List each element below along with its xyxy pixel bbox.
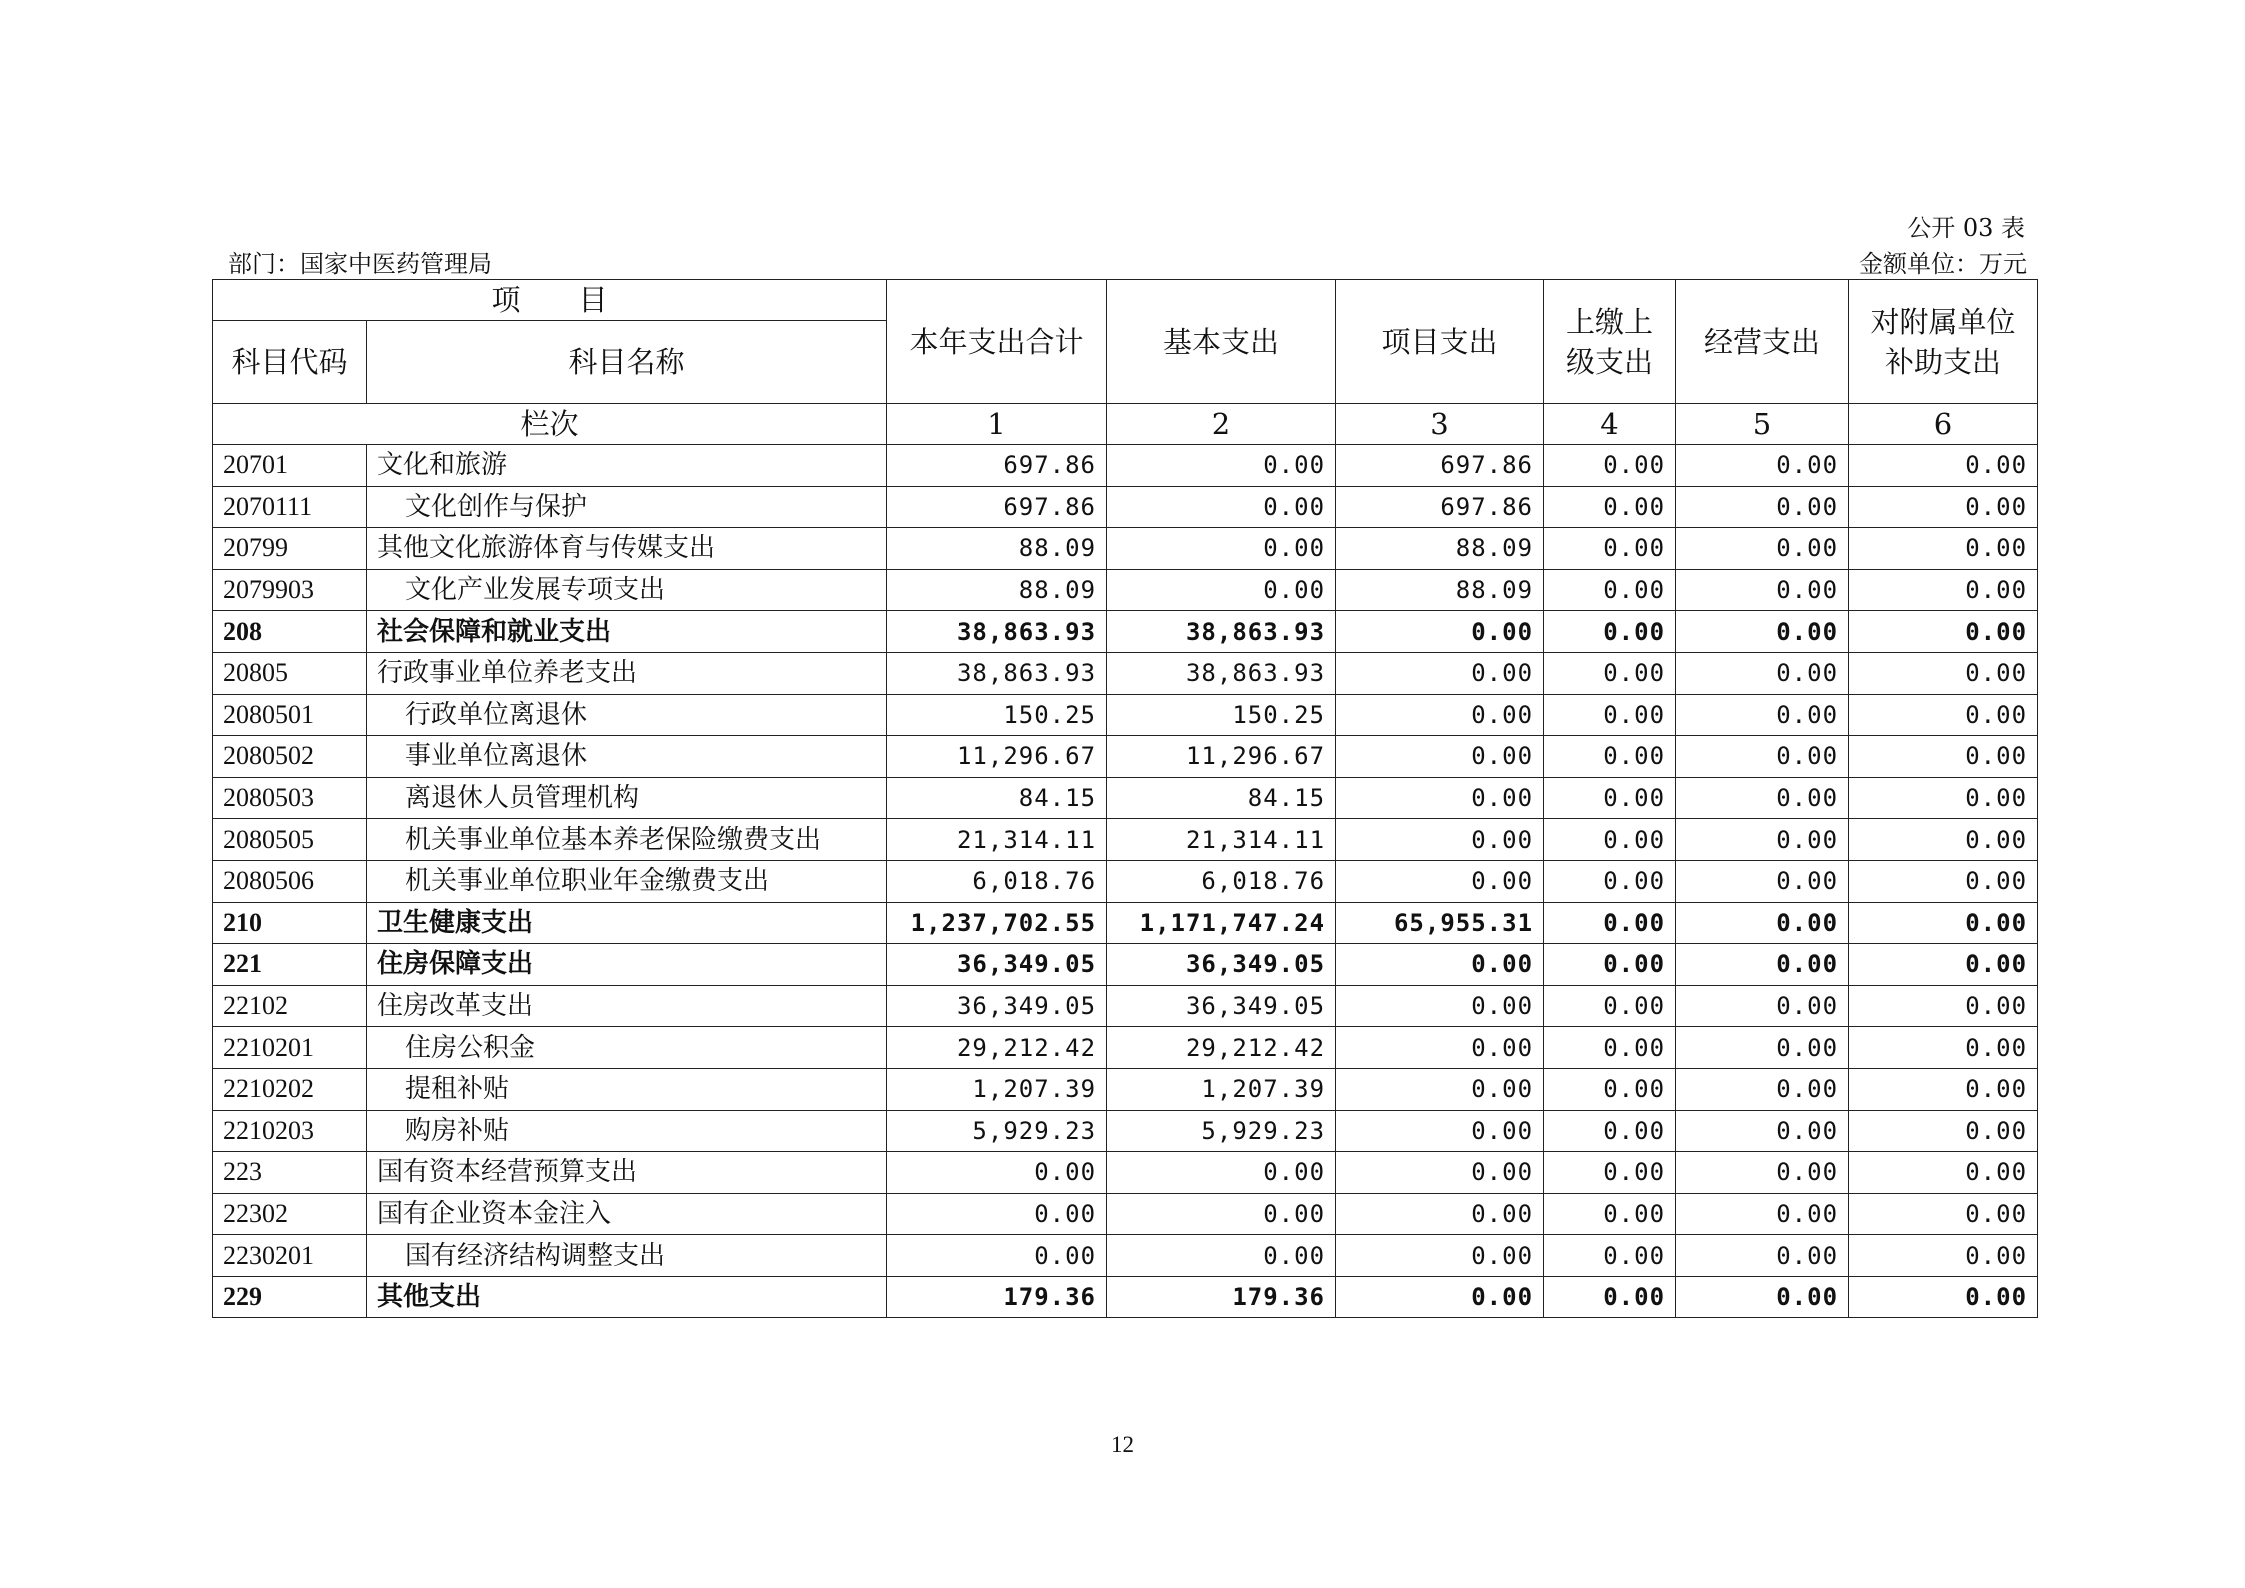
- operating-value: 0.00: [1676, 1068, 1849, 1110]
- total-value: 0.00: [887, 1193, 1107, 1235]
- subject-code: 2210202: [213, 1068, 367, 1110]
- remit-value: 0.00: [1544, 486, 1676, 528]
- remit-value: 0.00: [1544, 1152, 1676, 1194]
- subject-name: 提租补贴: [367, 1068, 887, 1110]
- subject-code: 2210201: [213, 1027, 367, 1069]
- basic-value: 0.00: [1107, 445, 1336, 487]
- table-row: [213, 611, 2038, 653]
- subject-name: 机关事业单位职业年金缴费支出: [367, 860, 887, 902]
- basic-value: 84.15: [1107, 777, 1336, 819]
- remit-value: 0.00: [1544, 819, 1676, 861]
- total-value: 29,212.42: [887, 1027, 1107, 1069]
- project-header: 项目支出: [1336, 280, 1544, 404]
- operating-value: 0.00: [1676, 528, 1849, 570]
- project-value: 65,955.31: [1336, 902, 1544, 944]
- subject-name: 国有企业资本金注入: [367, 1193, 887, 1235]
- operating-value: 0.00: [1676, 445, 1849, 487]
- remit-value: 0.00: [1544, 1110, 1676, 1152]
- total-value: 38,863.93: [887, 652, 1107, 694]
- seq-label: 栏次: [213, 404, 887, 445]
- subject-name: 其他文化旅游体育与传媒支出: [367, 528, 887, 570]
- table-row: [213, 1110, 2038, 1152]
- subject-name: 住房改革支出: [367, 985, 887, 1027]
- subject-code: 2080505: [213, 819, 367, 861]
- project-value: 0.00: [1336, 694, 1544, 736]
- total-value: 0.00: [887, 1152, 1107, 1194]
- operating-value: 0.00: [1676, 777, 1849, 819]
- basic-value: 36,349.05: [1107, 944, 1336, 986]
- total-value: 88.09: [887, 528, 1107, 570]
- operating-value: 0.00: [1676, 694, 1849, 736]
- remit-value: 0.00: [1544, 1193, 1676, 1235]
- project-value: 0.00: [1336, 944, 1544, 986]
- subject-code: 2080501: [213, 694, 367, 736]
- operating-value: 0.00: [1676, 1276, 1849, 1318]
- subsidy-value: 0.00: [1849, 1027, 2038, 1069]
- subject-name: 机关事业单位基本养老保险缴费支出: [367, 819, 887, 861]
- basic-value: 29,212.42: [1107, 1027, 1336, 1069]
- table-row: [213, 1235, 2038, 1277]
- project-value: 0.00: [1336, 777, 1544, 819]
- project-value: 0.00: [1336, 1276, 1544, 1318]
- subject-name: 国有经济结构调整支出: [367, 1235, 887, 1277]
- subsidy-value: 0.00: [1849, 694, 2038, 736]
- operating-value: 0.00: [1676, 569, 1849, 611]
- table-row: [213, 1068, 2038, 1110]
- total-value: 697.86: [887, 486, 1107, 528]
- subsidy-value: 0.00: [1849, 944, 2038, 986]
- total-value: 0.00: [887, 1235, 1107, 1277]
- code-header: 科目代码: [213, 321, 367, 404]
- project-value: 0.00: [1336, 985, 1544, 1027]
- operating-value: 0.00: [1676, 944, 1849, 986]
- total-value: 36,349.05: [887, 985, 1107, 1027]
- table-row: [213, 528, 2038, 570]
- remit-value: 0.00: [1544, 611, 1676, 653]
- project-value: 88.09: [1336, 528, 1544, 570]
- basic-value: 38,863.93: [1107, 652, 1336, 694]
- project-value: 0.00: [1336, 652, 1544, 694]
- subject-name: 住房公积金: [367, 1027, 887, 1069]
- project-value: 0.00: [1336, 611, 1544, 653]
- subject-name: 行政事业单位养老支出: [367, 652, 887, 694]
- table-row: [213, 1152, 2038, 1194]
- project-value: 0.00: [1336, 1193, 1544, 1235]
- basic-value: 0.00: [1107, 569, 1336, 611]
- subject-name: 离退休人员管理机构: [367, 777, 887, 819]
- subject-code: 2210203: [213, 1110, 367, 1152]
- operating-value: 0.00: [1676, 1193, 1849, 1235]
- remit-value: 0.00: [1544, 1235, 1676, 1277]
- table-row: [213, 777, 2038, 819]
- subsidy-value: 0.00: [1849, 902, 2038, 944]
- remit-value: 0.00: [1544, 944, 1676, 986]
- subject-code: 2080506: [213, 860, 367, 902]
- total-value: 21,314.11: [887, 819, 1107, 861]
- subject-name: 购房补贴: [367, 1110, 887, 1152]
- operating-value: 0.00: [1676, 611, 1849, 653]
- subsidy-header: 对附属单位补助支出: [1849, 280, 2038, 404]
- subject-name: 文化创作与保护: [367, 486, 887, 528]
- project-value: 0.00: [1336, 860, 1544, 902]
- remit-value: 0.00: [1544, 1068, 1676, 1110]
- subject-code: 20805: [213, 652, 367, 694]
- table-row: [213, 486, 2038, 528]
- basic-value: 1,207.39: [1107, 1068, 1336, 1110]
- remit-value: 0.00: [1544, 985, 1676, 1027]
- project-value: 0.00: [1336, 1027, 1544, 1069]
- page-number: 12: [1111, 1432, 1134, 1457]
- subject-name: 住房保障支出: [367, 944, 887, 986]
- basic-value: 1,171,747.24: [1107, 902, 1336, 944]
- seq-number: 5: [1676, 404, 1849, 445]
- remit-value: 0.00: [1544, 860, 1676, 902]
- subject-code: 223: [213, 1152, 367, 1194]
- subsidy-value: 0.00: [1849, 736, 2038, 778]
- operating-value: 0.00: [1676, 819, 1849, 861]
- operating-value: 0.00: [1676, 486, 1849, 528]
- remit-value: 0.00: [1544, 652, 1676, 694]
- operating-value: 0.00: [1676, 736, 1849, 778]
- total-value: 179.36: [887, 1276, 1107, 1318]
- subject-code: 2080503: [213, 777, 367, 819]
- seq-number: 4: [1544, 404, 1676, 445]
- operating-value: 0.00: [1676, 652, 1849, 694]
- basic-value: 11,296.67: [1107, 736, 1336, 778]
- basic-value: 6,018.76: [1107, 860, 1336, 902]
- total-value: 1,207.39: [887, 1068, 1107, 1110]
- subject-code: 208: [213, 611, 367, 653]
- subject-name: 其他支出: [367, 1276, 887, 1318]
- basic-header: 基本支出: [1107, 280, 1336, 404]
- remit-value: 0.00: [1544, 528, 1676, 570]
- operating-value: 0.00: [1676, 1027, 1849, 1069]
- subsidy-value: 0.00: [1849, 445, 2038, 487]
- table-row: [213, 1276, 2038, 1318]
- subsidy-value: 0.00: [1849, 652, 2038, 694]
- seq-number: 1: [887, 404, 1107, 445]
- subject-name: 行政单位离退休: [367, 694, 887, 736]
- table-row: [213, 860, 2038, 902]
- basic-value: 0.00: [1107, 1235, 1336, 1277]
- project-value: 88.09: [1336, 569, 1544, 611]
- table-row: [213, 694, 2038, 736]
- operating-value: 0.00: [1676, 1152, 1849, 1194]
- table-row: [213, 985, 2038, 1027]
- subject-name: 文化和旅游: [367, 445, 887, 487]
- project-value: 0.00: [1336, 819, 1544, 861]
- project-value: 697.86: [1336, 445, 1544, 487]
- table-body: [213, 445, 2038, 1318]
- basic-value: 38,863.93: [1107, 611, 1336, 653]
- project-value: 0.00: [1336, 1152, 1544, 1194]
- project-value: 0.00: [1336, 736, 1544, 778]
- table-row: [213, 736, 2038, 778]
- table-row: [213, 569, 2038, 611]
- remit-value: 0.00: [1544, 694, 1676, 736]
- remit-value: 0.00: [1544, 569, 1676, 611]
- subsidy-value: 0.00: [1849, 569, 2038, 611]
- form-number: 公开 03 表: [1907, 214, 2025, 242]
- subsidy-value: 0.00: [1849, 777, 2038, 819]
- subsidy-value: 0.00: [1849, 486, 2038, 528]
- basic-value: 150.25: [1107, 694, 1336, 736]
- basic-value: 0.00: [1107, 486, 1336, 528]
- subsidy-value: 0.00: [1849, 528, 2038, 570]
- subsidy-value: 0.00: [1849, 1110, 2038, 1152]
- subject-code: 20701: [213, 445, 367, 487]
- project-value: 0.00: [1336, 1110, 1544, 1152]
- table-row: [213, 819, 2038, 861]
- total-value: 88.09: [887, 569, 1107, 611]
- total-value: 36,349.05: [887, 944, 1107, 986]
- subsidy-value: 0.00: [1849, 1152, 2038, 1194]
- remit-value: 0.00: [1544, 1276, 1676, 1318]
- name-header: 科目名称: [367, 321, 887, 404]
- remit-value: 0.00: [1544, 902, 1676, 944]
- basic-value: 0.00: [1107, 1152, 1336, 1194]
- operating-value: 0.00: [1676, 985, 1849, 1027]
- operating-header: 经营支出: [1676, 280, 1849, 404]
- basic-value: 0.00: [1107, 528, 1336, 570]
- seq-number: 3: [1336, 404, 1544, 445]
- subject-code: 2230201: [213, 1235, 367, 1277]
- department-label: 部门：国家中医药管理局: [228, 250, 492, 278]
- remit-value: 0.00: [1544, 1027, 1676, 1069]
- subsidy-value: 0.00: [1849, 1235, 2038, 1277]
- total-value: 5,929.23: [887, 1110, 1107, 1152]
- subject-code: 20799: [213, 528, 367, 570]
- operating-value: 0.00: [1676, 860, 1849, 902]
- remit-value: 0.00: [1544, 445, 1676, 487]
- subject-code: 210: [213, 902, 367, 944]
- table-row: [213, 1027, 2038, 1069]
- amount-unit-label: 金额单位：万元: [1859, 250, 2027, 278]
- table-row: [213, 902, 2038, 944]
- subsidy-value: 0.00: [1849, 1193, 2038, 1235]
- table-row: [213, 652, 2038, 694]
- basic-value: 179.36: [1107, 1276, 1336, 1318]
- expenditure-table: [212, 279, 2038, 1318]
- remit-header: 上缴上级支出: [1544, 280, 1676, 404]
- subject-name: 事业单位离退休: [367, 736, 887, 778]
- basic-value: 21,314.11: [1107, 819, 1336, 861]
- basic-value: 0.00: [1107, 1193, 1336, 1235]
- total-value: 38,863.93: [887, 611, 1107, 653]
- project-value: 0.00: [1336, 1068, 1544, 1110]
- subsidy-value: 0.00: [1849, 611, 2038, 653]
- seq-number: 6: [1849, 404, 2038, 445]
- subsidy-value: 0.00: [1849, 1276, 2038, 1318]
- subsidy-value: 0.00: [1849, 819, 2038, 861]
- total-value: 697.86: [887, 445, 1107, 487]
- table-row: [213, 445, 2038, 487]
- total-header: 本年支出合计: [887, 280, 1107, 404]
- subject-name: 卫生健康支出: [367, 902, 887, 944]
- subject-code: 2070111: [213, 486, 367, 528]
- table-row: [213, 944, 2038, 986]
- subject-code: 229: [213, 1276, 367, 1318]
- total-value: 150.25: [887, 694, 1107, 736]
- project-value: 697.86: [1336, 486, 1544, 528]
- subsidy-value: 0.00: [1849, 1068, 2038, 1110]
- subject-code: 2080502: [213, 736, 367, 778]
- operating-value: 0.00: [1676, 902, 1849, 944]
- total-value: 6,018.76: [887, 860, 1107, 902]
- operating-value: 0.00: [1676, 1235, 1849, 1277]
- remit-value: 0.00: [1544, 777, 1676, 819]
- subject-code: 221: [213, 944, 367, 986]
- basic-value: 36,349.05: [1107, 985, 1336, 1027]
- subject-code: 22102: [213, 985, 367, 1027]
- total-value: 11,296.67: [887, 736, 1107, 778]
- subject-name: 国有资本经营预算支出: [367, 1152, 887, 1194]
- subsidy-value: 0.00: [1849, 860, 2038, 902]
- total-value: 84.15: [887, 777, 1107, 819]
- subject-name: 文化产业发展专项支出: [367, 569, 887, 611]
- seq-number: 2: [1107, 404, 1336, 445]
- basic-value: 5,929.23: [1107, 1110, 1336, 1152]
- remit-value: 0.00: [1544, 736, 1676, 778]
- item-header: 项 目: [213, 280, 887, 321]
- project-value: 0.00: [1336, 1235, 1544, 1277]
- total-value: 1,237,702.55: [887, 902, 1107, 944]
- subject-code: 2079903: [213, 569, 367, 611]
- subject-code: 22302: [213, 1193, 367, 1235]
- operating-value: 0.00: [1676, 1110, 1849, 1152]
- subsidy-value: 0.00: [1849, 985, 2038, 1027]
- table-row: [213, 1193, 2038, 1235]
- subject-name: 社会保障和就业支出: [367, 611, 887, 653]
